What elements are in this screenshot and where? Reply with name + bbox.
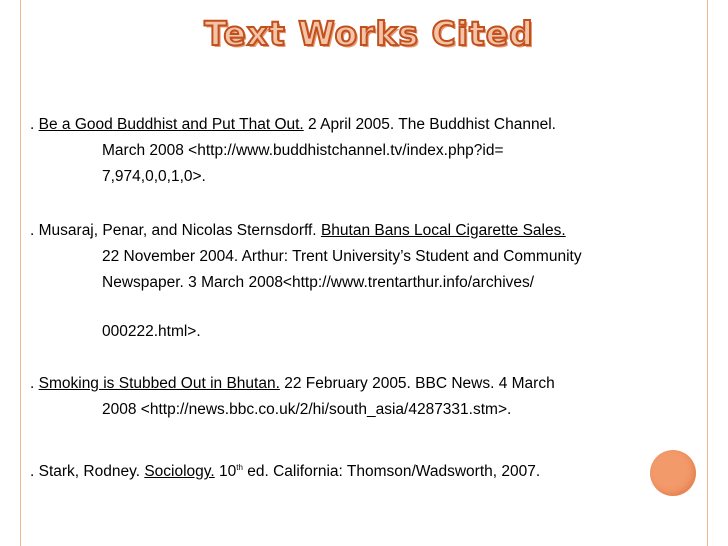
bullet: . <box>30 116 39 133</box>
citation-title: Be a Good Buddhist and Put That Out. <box>38 116 304 133</box>
citation-authors: Stark, Rodney. <box>38 463 145 480</box>
edition-number: 10 <box>214 463 237 480</box>
citation-line: Newspaper. 3 March 2008<http://www.trentarthur.info/archives/ <box>102 274 535 291</box>
citation-line <box>30 371 690 397</box>
slide-title-text: Text Works Cited <box>204 14 534 53</box>
citation-authors: Musaraj, Penar, and Nicolas Sternsdorff. <box>38 222 321 239</box>
decorative-circle <box>650 450 696 496</box>
citation-title: Bhutan Bans Local Cigarette Sales. <box>320 222 566 239</box>
citation-text: ed. California: Thomson/Wadsworth, 2007. <box>242 463 541 480</box>
citation-text: 2 April 2005. The Buddhist Channel. <box>303 116 556 133</box>
bullet: . <box>30 222 39 239</box>
citation-entry-4 <box>30 459 690 485</box>
left-border-decoration <box>0 0 21 546</box>
citation-line <box>30 459 690 485</box>
citation-title: Sociology. <box>144 463 215 480</box>
citation-line: 2008 <http://news.bbc.co.uk/2/hi/south_asia/4287331.stm>. <box>102 401 512 418</box>
citation-entry-2 <box>30 218 690 345</box>
bullet: . <box>30 375 39 392</box>
citation-line: 7,974,0,0,1,0>. <box>102 168 206 185</box>
edition-suffix: th <box>236 462 243 472</box>
citation-line: 22 November 2004. Arthur: Trent University’s Student and Community <box>102 248 582 265</box>
bullet: . <box>30 463 39 480</box>
citation-entry-1 <box>30 112 690 190</box>
slide-title <box>0 14 728 64</box>
citation-text: 22 February 2005. BBC News. 4 March <box>279 375 555 392</box>
citation-line: 000222.html>. <box>102 323 201 340</box>
citation-line <box>30 112 690 138</box>
citation-title: Smoking is Stubbed Out in Bhutan. <box>38 375 280 392</box>
citation-entry-3 <box>30 371 690 423</box>
right-border-decoration <box>707 0 728 546</box>
citation-line: March 2008 <http://www.buddhistchannel.tv/index.php?id= <box>102 142 504 159</box>
citation-line <box>30 218 690 244</box>
